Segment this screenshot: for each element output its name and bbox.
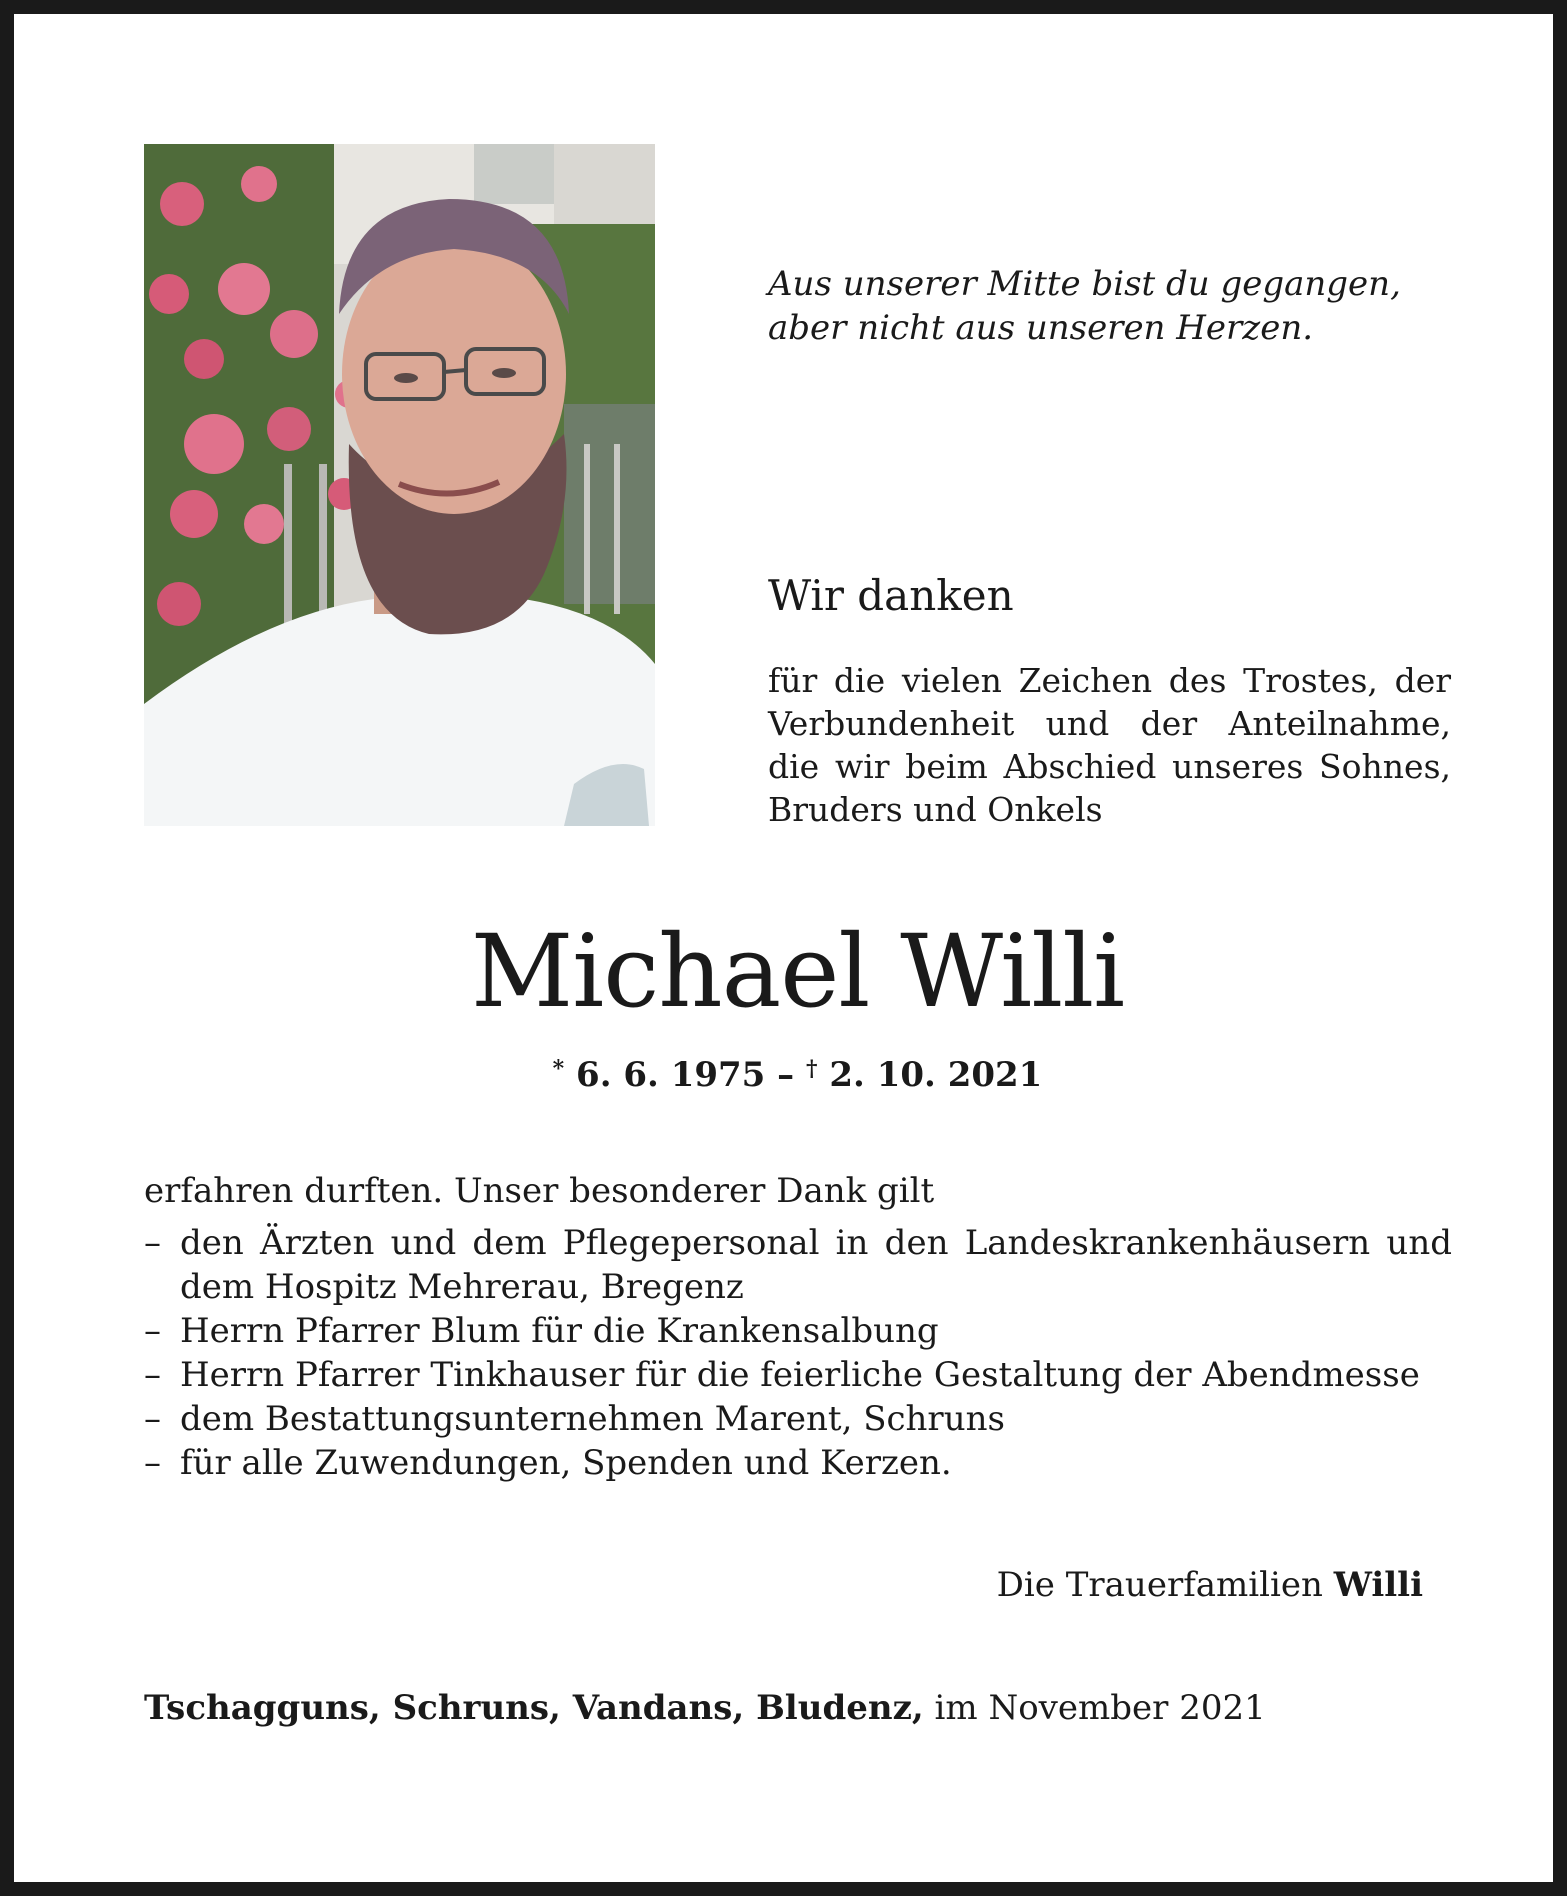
place-locations: Tschagguns, Schruns, Vandans, Bludenz, (144, 1688, 924, 1728)
place-and-date (144, 1686, 1266, 1730)
signature-family: Willi (1333, 1565, 1423, 1605)
thanks-paragraph (768, 659, 1451, 831)
thanks-heading: Wir danken (768, 571, 1014, 620)
birth-symbol: * (552, 1056, 565, 1082)
portrait-photo (144, 144, 655, 826)
deceased-name: Michael Willi (470, 913, 1125, 1030)
thanks-line-2: Verbundenheit und der Anteilnahme, (768, 704, 1451, 743)
body-intro: erfahren durften. Unser besonderer Dank gilt (144, 1171, 935, 1211)
thanks-line-4: Bruders und Onkels (768, 790, 1103, 829)
gratitude-item: – Herrn Pfarrer Tinkhauser für die feierliche Gestaltung der Abendmesse (144, 1353, 1452, 1397)
gratitude-list (144, 1221, 1452, 1485)
family-signature (997, 1563, 1423, 1607)
thanks-line-3: die wir beim Abschied unseres Sohnes, (768, 747, 1451, 786)
place-date: im November 2021 (934, 1688, 1266, 1728)
date-separator: – (777, 1055, 795, 1095)
quote-line-2: aber nicht aus unseren Herzen. (768, 308, 1314, 348)
memorial-quote (768, 262, 1468, 350)
signature-prefix: Die Trauerfamilien (996, 1565, 1323, 1605)
birth-date: 6. 6. 1975 (576, 1055, 766, 1095)
gratitude-item: – für alle Zuwendungen, Spenden und Kerzen. (144, 1441, 1452, 1485)
death-date: 2. 10. 2021 (829, 1055, 1043, 1095)
life-dates (14, 1047, 1567, 1097)
gratitude-item: – Herrn Pfarrer Blum für die Krankensalbung (144, 1309, 1452, 1353)
death-symbol: † (806, 1056, 818, 1082)
quote-line-1: Aus unserer Mitte bist du gegangen, (768, 264, 1401, 304)
portrait-illustration (144, 144, 655, 826)
gratitude-item: – den Ärzten und dem Pflegepersonal in den Landeskrankenhäusern und dem Hospitz Mehrerau, Bregenz (144, 1221, 1452, 1309)
thanks-line-1: für die vielen Zeichen des Trostes, der (768, 661, 1451, 700)
gratitude-item: – dem Bestattungsunternehmen Marent, Schruns (144, 1397, 1452, 1441)
